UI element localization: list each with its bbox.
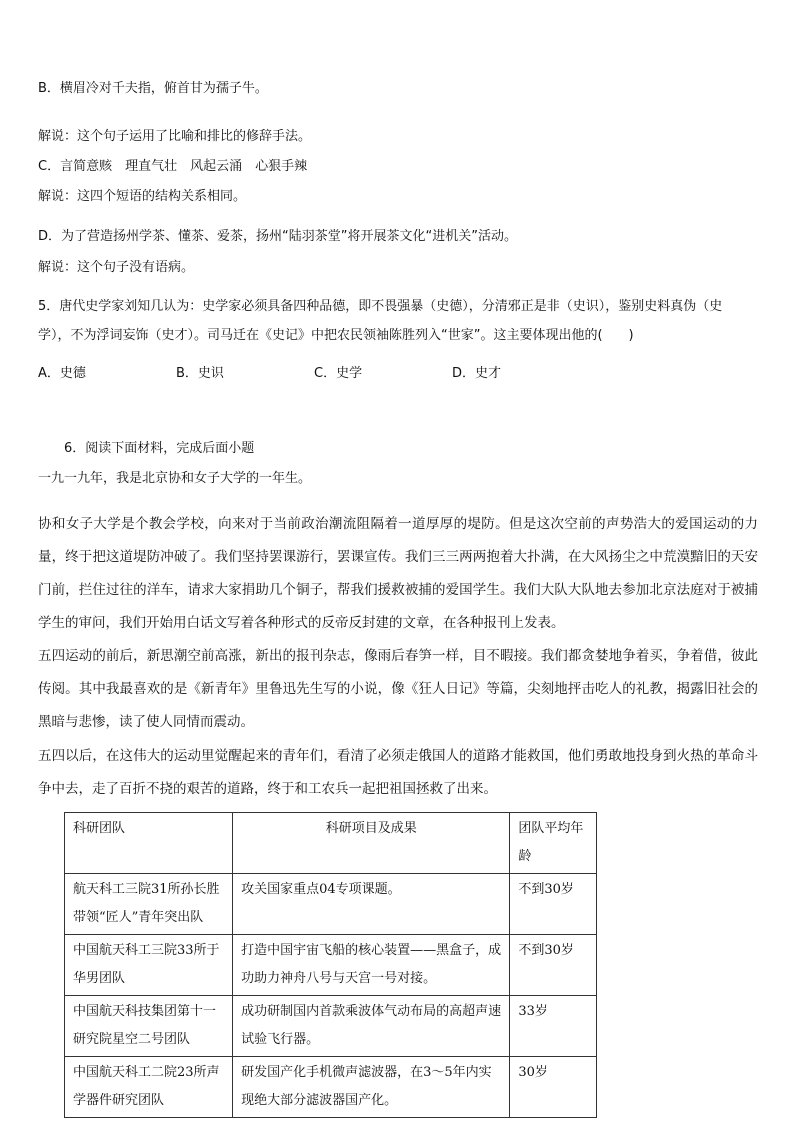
option-c-explanation: 解说：这四个短语的结构关系相同。	[38, 189, 247, 204]
choice-c: C．史学	[314, 366, 363, 381]
option-d-explanation: 解说：这个句子没有语病。	[38, 260, 195, 275]
table-row	[65, 874, 597, 935]
table-row	[65, 1057, 597, 1118]
table-cell-team: 中国航天科技集团第十一研究院星空二号团队	[65, 996, 233, 1057]
choice-a: A．史德	[38, 366, 86, 381]
choice-b: B．史识	[176, 366, 224, 381]
table-cell-project: 打造中国宇宙飞船的核心装置——黑盒子，成功助力神舟八号与天宫一号对接。	[233, 935, 510, 996]
question-5-stem-line1: 5．唐代史学家刘知几认为：史学家必须具备四种品德，即不畏强暴（史德），分清邪正是非（史识），鉴别史料真伪（史	[38, 299, 723, 314]
table-cell-team: 航天科工三院31所孙长胜带领“匠人”青年突出队	[65, 874, 233, 935]
table-cell-age: 33岁	[510, 996, 597, 1057]
question-6-title: 6．阅读下面材料，完成后面小题	[64, 441, 255, 456]
passage-intro: 一九一九年，我是北京协和女子大学的一年生。	[38, 471, 312, 486]
option-d-text: D．为了营造扬州学茶、懂茶、爱茶，扬州“陆羽茶堂”将开展茶文化“进机关”活动。	[38, 229, 517, 244]
table-cell-age: 不到30岁	[510, 874, 597, 935]
table-cell-project: 攻关国家重点04专项课题。	[233, 874, 510, 935]
question-5-stem-line2: 学），不为浮词妄饰（史才）。司马迁在《史记》中把农民领袖陈胜列入“世家”。这主要体现出他的( )	[38, 328, 634, 343]
table-header-row	[65, 813, 597, 874]
passage-paragraph-3: 五四以后，在这伟大的运动里觉醒起来的青年们，看清了必须走俄国人的道路才能救国，他们勇敢地投身到火热的革命斗争中去，走了百折不挠的艰苦的道路，终于和工农兵一起把祖国拯救了出来。	[38, 748, 758, 797]
table-cell-project: 成功研制国内首款乘波体气动布局的高超声速试验飞行器。	[233, 996, 510, 1057]
header-team: 科研团队	[65, 813, 233, 874]
table-cell-team: 中国航天科工三院33所于华男团队	[65, 935, 233, 996]
table-cell-age: 不到30岁	[510, 935, 597, 996]
option-c-text: C．言简意赅 理直气壮 风起云涌 心狠手辣	[38, 159, 308, 174]
passage-paragraph-2: 五四运动的前后，新思潮空前高涨，新出的报刊杂志，像雨后春笋一样，目不暇接。我们都贪婪地争着买，争着借，彼此传阅。其中我最喜欢的是《新青年》里鲁迅先生写的小说，像《狂人日记》等篇，尖刻地抨击吃人的礼教，揭露旧社会的黑暗与悲惨，读了使人同情而震动。	[38, 648, 758, 730]
option-b-text: B．横眉冷对千夫指，俯首甘为孺子牛。	[38, 81, 268, 96]
table-cell-team: 中国航天科工二院23所声学器件研究团队	[65, 1057, 233, 1118]
option-b-explanation: 解说：这个句子运用了比喻和排比的修辞手法。	[38, 129, 312, 144]
table-cell-project: 研发国产化手机微声滤波器，在3～5年内实现绝大部分滤波器国产化。	[233, 1057, 510, 1118]
table-row	[65, 935, 597, 996]
table-cell-age: 30岁	[510, 1057, 597, 1118]
passage-paragraph-1: 协和女子大学是个教会学校，向来对于当前政治潮流阻隔着一道厚厚的堤防。但是这次空前的声势浩大的爱国运动的力量，终于把这道堤防冲破了。我们坚持罢课游行，罢课宣传。我们三三两两抱着大扑满，在大风扬尘之中荒漠黯旧的天安门前，拦住过往的洋车，请求大家捐助几个铜子，帮我们援救被捕的爱国学生。我们大队大队地去参加北京法庭对于被捕学生的审问，我们开始用白话文写着各种形式的反帝反封建的文章，在各种报刊上发表。	[38, 516, 758, 631]
header-average-age: 团队平均年龄	[510, 813, 597, 874]
table-row	[65, 996, 597, 1057]
header-project: 科研项目及成果	[233, 813, 510, 874]
research-team-table	[64, 812, 597, 1118]
choice-d: D．史才	[452, 366, 502, 381]
